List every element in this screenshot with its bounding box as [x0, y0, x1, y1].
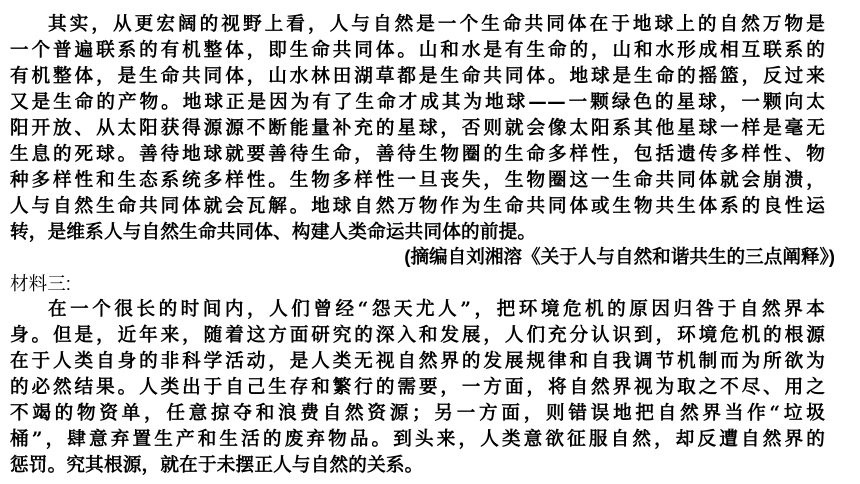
paragraph-line: 又是生命的产物。地球正是因为有了生命才成其为地球——一颗绿色的星球，一颗向太 — [10, 92, 825, 113]
section-label: 材料三: — [10, 273, 71, 294]
paragraph-line: 阳开放、从太阳获得源源不断能量补充的星球，否则就会像太阳系其他星球一样是毫无 — [10, 118, 825, 139]
paragraph-line: 身。但是，近年来，随着这方面研究的深入和发展，人们充分认识到，环境危机的根源 — [10, 325, 825, 346]
paragraph-line: 种多样性和生态系统多样性。生物多样性一旦丧失，生物圈这一生命共同体就会崩溃， — [10, 170, 825, 191]
source-citation: (摘编自刘湘溶《关于人与自然和谐共生的三点阐释》) — [404, 246, 835, 267]
paragraph-line: 其实，从更宏阔的视野上看，人与自然是一个生命共同体在于地球上的自然万物是 — [48, 14, 825, 35]
paragraph-line: 人与自然生命共同体就会瓦解。地球自然万物作为生命共同体或生物共生体系的良性运 — [10, 196, 825, 217]
paragraph-line: 在于人类自身的非科学活动，是人类无视自然界的发展规律和自我调节机制而为所欲为 — [10, 351, 825, 372]
paragraph-line: 生息的死球。善待地球就要善待生命，善待生物圈的生命多样性，包括遗传多样性、物 — [10, 144, 825, 165]
paragraph-line: 一个普遍联系的有机整体，即生命共同体。山和水是有生命的，山和水形成相互联系的 — [10, 40, 825, 61]
paragraph-line: 惩罚。究其根源，就在于未摆正人与自然的关系。 — [10, 455, 424, 476]
paragraph-line: 转，是维系人与自然生命共同体、构建人类命运共同体的前提。 — [10, 222, 537, 243]
paragraph-line: 不竭的物资单，任意掠夺和浪费自然资源；另一方面，则错误地把自然界当作“垃圾 — [10, 403, 825, 424]
paragraph-line: 的必然结果。人类出于自己生存和繁行的需要，一方面，将自然界视为取之不尽、用之 — [10, 377, 825, 398]
paragraph-line: 有机整体，是生命共同体，山水林田湖草都是生命共同体。地球是生命的摇篮，反过来 — [10, 66, 825, 87]
paragraph-line: 桶”，肆意弃置生产和生活的废弃物品。到头来，人类意欲征服自然，却反遭自然界的 — [10, 429, 825, 450]
paragraph-line: 在一个很长的时间内，人们曾经“怨天尤人”，把环境危机的原因归咎于自然界本 — [48, 299, 825, 320]
